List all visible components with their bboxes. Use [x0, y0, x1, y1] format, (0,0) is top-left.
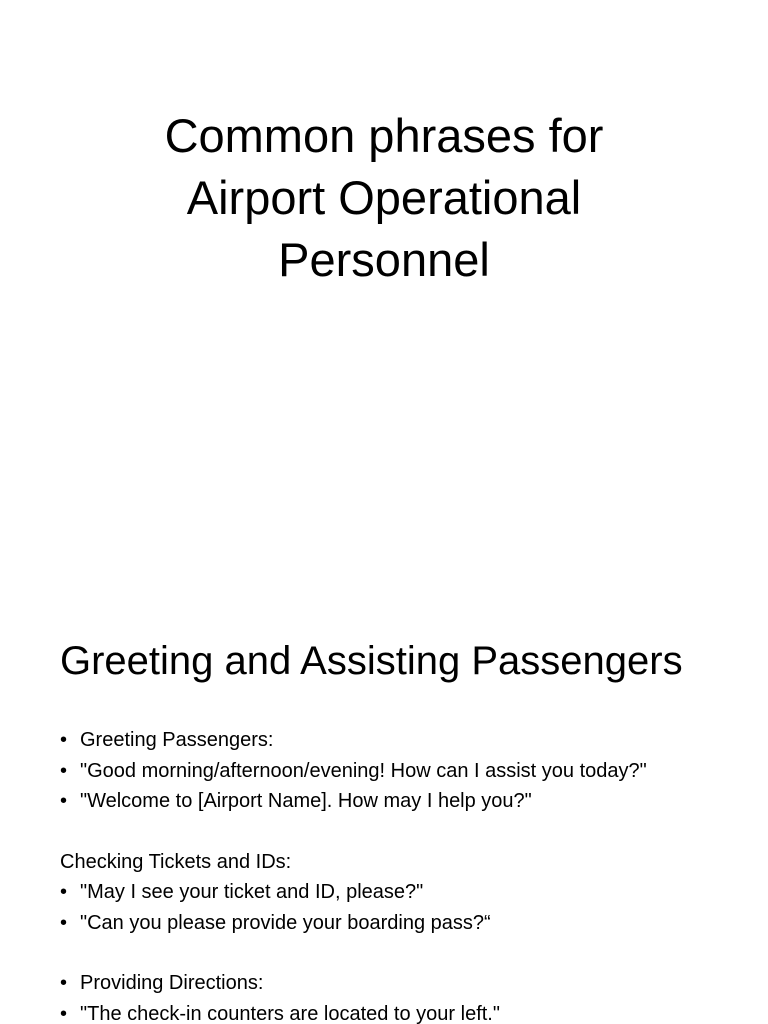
slide-body	[60, 725, 750, 1024]
list-item-text: "Welcome to [Airport Name]. How may I help you?"	[80, 790, 532, 812]
slide-title-line-3: Personnel	[278, 233, 490, 286]
bullet-icon: •	[60, 881, 68, 903]
list-item	[60, 908, 750, 939]
slide-title	[60, 105, 708, 291]
bullet-icon: •	[60, 790, 68, 812]
bullet-icon: •	[60, 911, 68, 934]
content-slide	[0, 575, 768, 1024]
list-item	[60, 786, 750, 817]
list-item	[60, 725, 750, 756]
list-item	[60, 968, 750, 999]
bullet-icon: •	[60, 972, 68, 994]
list-item-text: Greeting Passengers:	[80, 729, 274, 751]
bullet-icon: •	[60, 729, 68, 751]
subheading: Checking Tickets and IDs:	[60, 850, 292, 873]
bullet-icon: •	[60, 1002, 68, 1024]
slide-title-line-2: Airport Operational	[186, 171, 582, 224]
spacer	[60, 817, 750, 847]
list-item	[60, 999, 750, 1024]
list-item-text: "May I see your ticket and ID, please?"	[80, 881, 424, 903]
bullet-icon: •	[60, 759, 68, 782]
list-item	[60, 756, 750, 787]
spacer	[60, 938, 750, 968]
section-heading: Greeting and Assisting Passengers	[60, 639, 683, 683]
slide-title-line-1: Common phrases for	[164, 109, 604, 162]
list-item-text: Providing Directions:	[80, 972, 264, 994]
list-item-text: "Good morning/afternoon/evening! How can I assist you today?"	[80, 759, 647, 782]
list-item	[60, 877, 750, 908]
list-item-text: "Can you please provide your boarding pass?“	[80, 911, 491, 934]
list-item-text: "The check-in counters are located to your left."	[80, 1002, 500, 1024]
